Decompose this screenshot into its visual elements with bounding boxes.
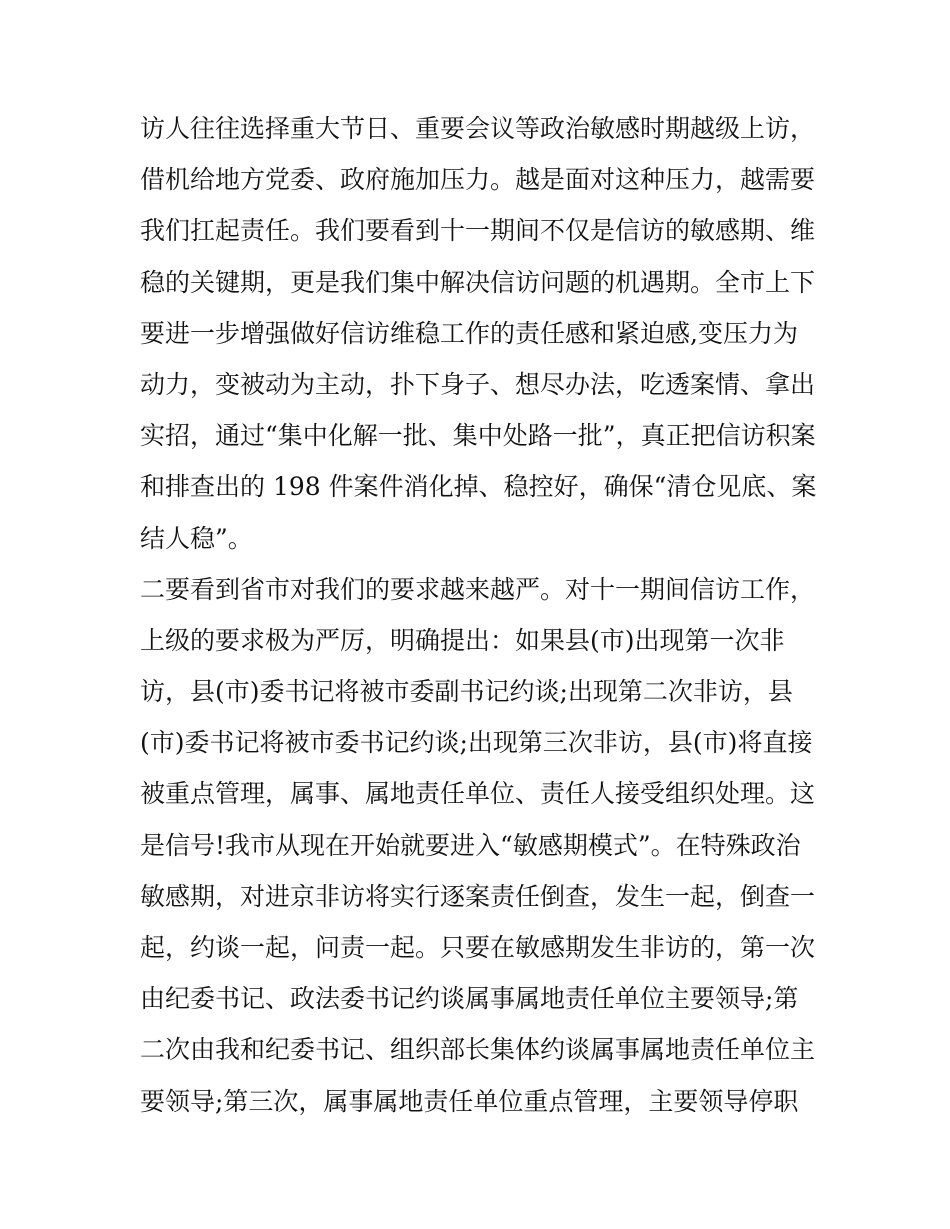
text-line-2: 借机给地方党委、政府施加压力。越是面对这种压力，越需要: [140, 165, 816, 195]
text-line-8: 和排查出的 198 件案件消化掉、稳控好，确保“清仓见底、案: [140, 472, 817, 502]
text-line-15: 是信号!我市从现在开始就要进入“敏感期模式”。在特殊政治: [140, 830, 801, 860]
text-line-19: 二次由我和纪委书记、组织部长集体约谈属事属地责任单位主: [140, 1035, 816, 1065]
text-line-18: 由纪委书记、政法委书记约谈属事属地责任单位主要领导;第: [140, 984, 799, 1014]
text-line-6: 动力，变被动为主动，扑下身子、想尽办法，吃透案情、拿出: [140, 369, 816, 399]
text-line-9: 结人稳”。: [140, 523, 253, 553]
body-text: [140, 103, 830, 1127]
text-line-13: (市)委书记将被市委书记约谈;出现第三次非访，县(市)将直接: [140, 728, 813, 758]
text-line-4: 稳的关键期，更是我们集中解决信访问题的机遇期。全市上下: [140, 267, 816, 297]
text-line-1: 访人往往选择重大节日、重要会议等政治敏感时期越级上访，: [140, 114, 816, 143]
text-line-3: 我们扛起责任。我们要看到十一期间不仅是信访的敏感期、维: [140, 216, 816, 246]
text-line-5: 要进一步增强做好信访维稳工作的责任感和紧迫感,变压力为: [140, 318, 798, 348]
text-line-20: 要领导;第三次，属事属地责任单位重点管理，主要领导停职: [140, 1086, 799, 1116]
text-line-14: 被重点管理，属事、属地责任单位、责任人接受组织处理。这: [140, 779, 816, 809]
text-line-17: 起，约谈一起，问责一起。只要在敏感期发生非访的，第一次: [140, 933, 816, 962]
text-line-16: 敏感期，对进京非访将实行逐案责任倒查，发生一起，倒查一: [140, 881, 816, 911]
text-line-7: 实招，通过“集中化解一批、集中处路一批”，真正把信访积案: [140, 421, 816, 451]
text-line-12: 访，县(市)委书记将被市委副书记约谈;出现第二次非访，县: [140, 677, 793, 707]
text-line-10: 二要看到省市对我们的要求越来越严。对十一期间信访工作，: [140, 574, 816, 604]
text-line-11: 上级的要求极为严厉，明确提出：如果县(市)出现第一次非: [140, 625, 785, 655]
